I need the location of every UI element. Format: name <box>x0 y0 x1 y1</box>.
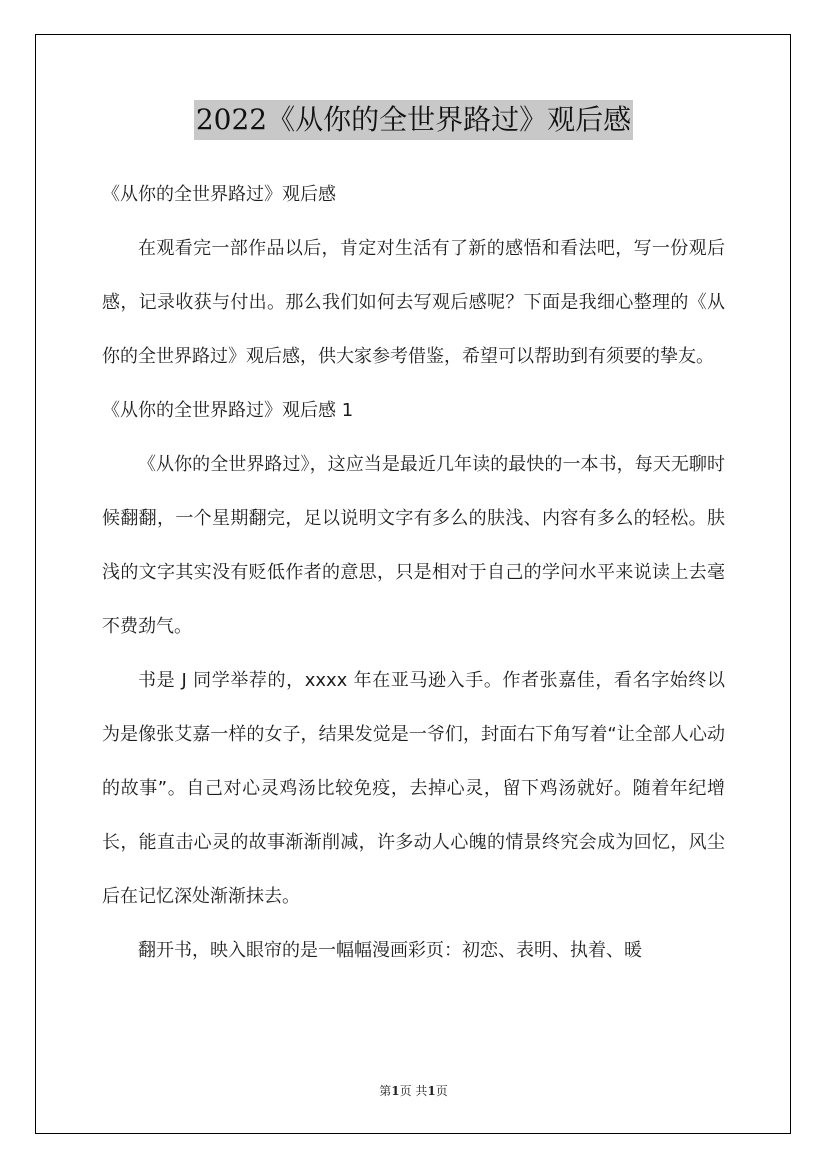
paragraph-body-1: 《从你的全世界路过》，这应当是最近几年读的最快的一本书，每天无聊时候翻翻，一个星期翻完，足以说明文字有多么的肤浅、内容有多么的轻松。肤浅的文字其实没有贬低作者的意思，只是相对于自己的学问水平来说读上去毫不费劲气。 <box>102 454 725 637</box>
paragraph-subtitle: 《从你的全世界路过》观后感 <box>102 184 336 205</box>
paragraph-body-2: 书是 J 同学举荐的，xxxx 年在亚马逊入手。作者张嘉佳，看名字始终以为是像张艾嘉一样的女子，结果发觉是一爷们，封面右下角写着“让全部人心动的故事”。自己对心灵鸡汤比较免疫，去掉心灵，留下鸡汤就好。随着年纪增长，能直击心灵的故事渐渐削减，许多动人心魄的情景终究会成为回忆，风尘后在记忆深处渐渐抹去。 <box>102 670 725 907</box>
paragraph-section-heading: 《从你的全世界路过》观后感 1 <box>102 400 354 421</box>
footer-page-number: 1 <box>391 1084 400 1098</box>
title-container <box>0 100 827 140</box>
page-footer <box>0 1082 827 1099</box>
document-title: 2022《从你的全世界路过》观后感 <box>194 100 633 140</box>
paragraph-intro: 在观看完一部作品以后，肯定对生活有了新的感悟和看法吧，写一份观后感，记录收获与付出。那么我们如何去写观后感呢？下面是我细心整理的《从你的全世界路过》观后感，供大家参考借鉴，希望可以帮助到有须要的挚友。 <box>102 238 725 367</box>
paragraph-body-3: 翻开书，映入眼帘的是一幅幅漫画彩页：初恋、表明、执着、暖 <box>138 940 642 961</box>
footer-middle: 页 共 <box>399 1084 428 1098</box>
footer-prefix: 第 <box>379 1084 392 1098</box>
footer-suffix: 页 <box>435 1084 448 1098</box>
document-body <box>102 168 725 978</box>
footer-total-pages: 1 <box>427 1084 436 1098</box>
